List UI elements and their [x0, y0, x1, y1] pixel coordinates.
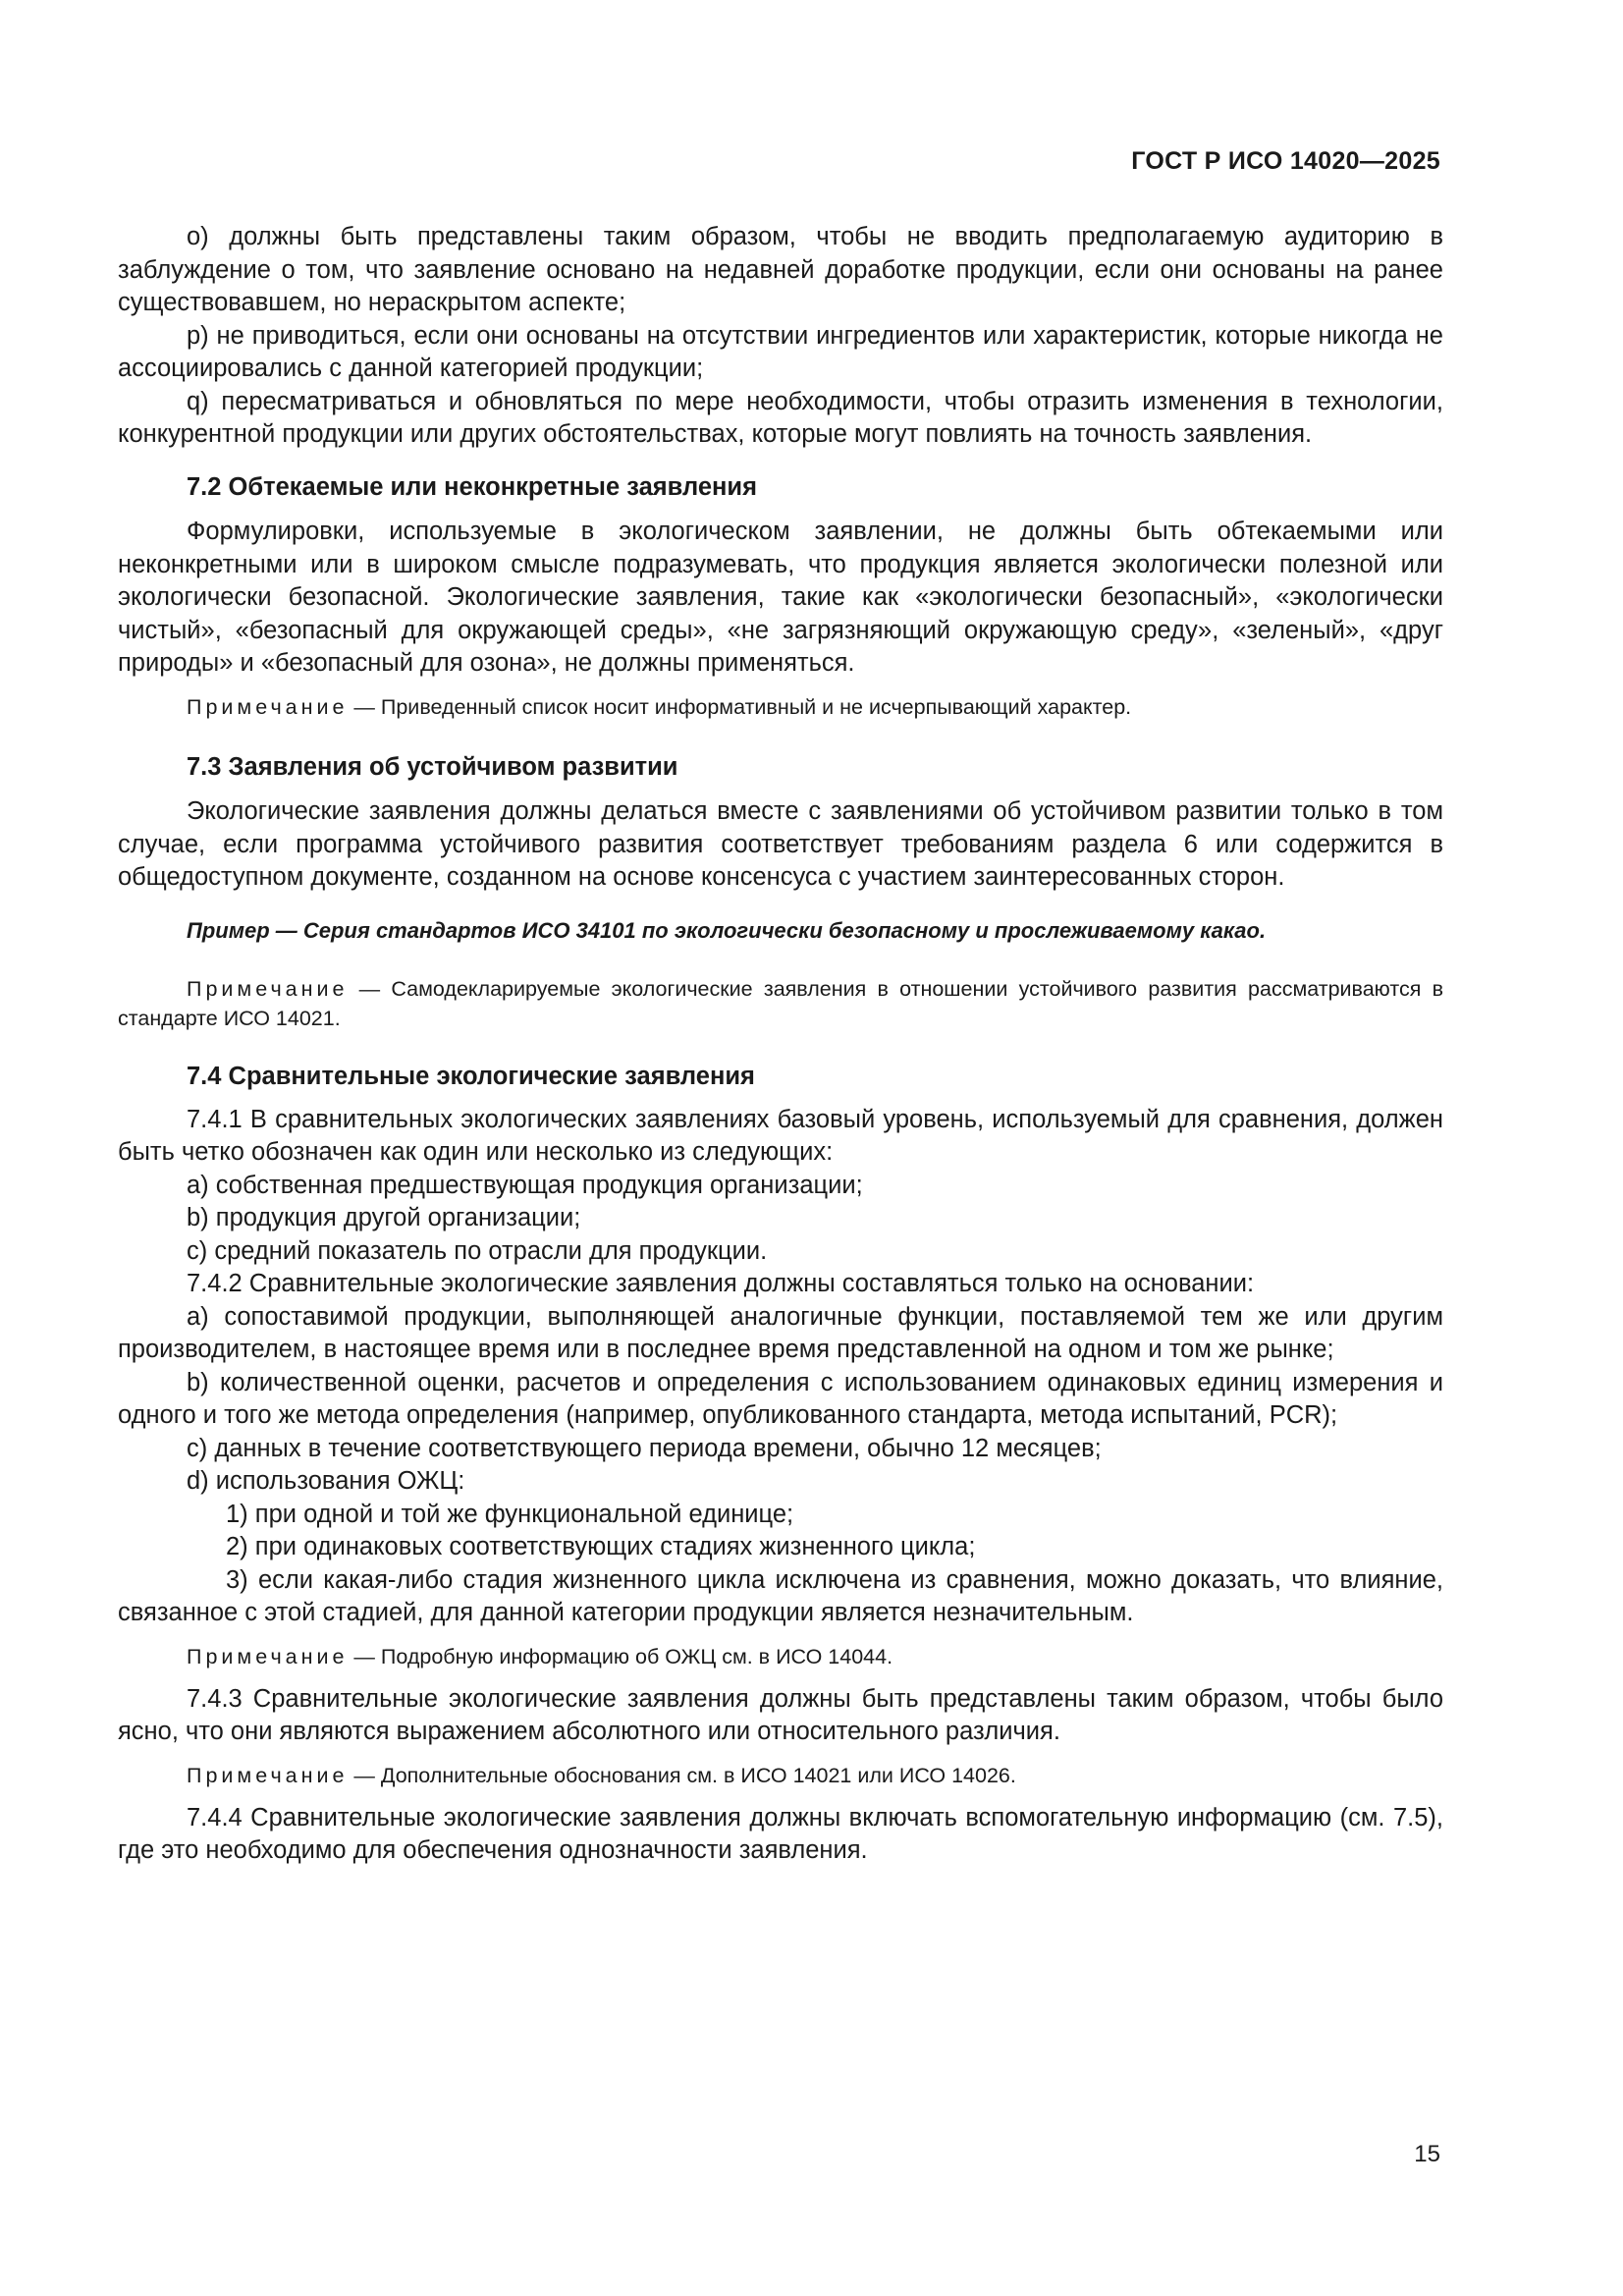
note-text: — Подробную информацию об ОЖЦ см. в ИСО 14044.: [348, 1644, 893, 1668]
document-header: ГОСТ Р ИСО 14020—2025: [1131, 147, 1440, 175]
section-heading-7-3: 7.3 Заявления об устойчивом развитии: [187, 752, 678, 781]
list-item: b) количественной оценки, расчетов и определения с использованием одинаковых единиц измерения и одного и того же метода определения (например, опубликованного стандарта, метода испытаний, PCR);: [118, 1368, 1443, 1429]
list-item: d) использования ОЖЦ:: [187, 1467, 465, 1495]
paragraph: 7.4.4 Сравнительные экологические заявления должны включать вспомогательную информацию (см. 7.5), где это необходимо для обеспечения однозначности заявления.: [118, 1803, 1443, 1864]
list-item: c) средний показатель по отрасли для продукции.: [187, 1236, 768, 1265]
note: [118, 1761, 1443, 1790]
note-label: Примечание: [187, 1763, 349, 1787]
list-item: a) собственная предшествующая продукция организации;: [187, 1171, 863, 1199]
note: [118, 974, 1443, 1033]
example: Пример — Серия стандартов ИСО 34101 по экологически безопасному и прослеживаемому какао.: [187, 917, 1267, 943]
note-text: — Приведенный список носит информативный и не исчерпывающий характер.: [348, 694, 1132, 719]
section-heading-7-2: 7.2 Обтекаемые или неконкретные заявления: [187, 472, 757, 501]
page-number: 15: [1414, 2141, 1440, 2167]
page-content: [118, 221, 1443, 1868]
note-label: Примечание: [187, 1644, 349, 1668]
sub-list-item: 1) при одной и той же функциональной единице;: [226, 1500, 794, 1528]
note: [118, 1642, 1443, 1671]
paragraph: 7.4.1 В сравнительных экологических заявлениях базовый уровень, используемый для сравнения, должен быть четко обозначен как один или несколько из следующих:: [118, 1105, 1443, 1166]
list-item: p) не приводиться, если они основаны на отсутствии ингредиентов или характеристик, которые никогда не ассоциировались с данной категорией продукции;: [118, 321, 1443, 382]
list-item: b) продукция другой организации;: [187, 1204, 581, 1231]
note-text: — Дополнительные обоснования см. в ИСО 14021 или ИСО 14026.: [348, 1763, 1016, 1787]
note-label: Примечание: [187, 694, 349, 719]
paragraph: 7.4.3 Сравнительные экологические заявления должны быть представлены таким образом, чтобы было ясно, что они являются выражением абсолютного или относительного различия.: [118, 1684, 1443, 1745]
note-text: — Самодекларируемые экологические заявления в отношении устойчивого развития рассматриваются в стандарте ИСО 14021.: [118, 977, 1443, 1030]
paragraph: 7.4.2 Сравнительные экологические заявления должны составляться только на основании:: [187, 1270, 1255, 1297]
list-item: c) данных в течение соответствующего периода времени, обычно 12 месяцев;: [187, 1434, 1102, 1462]
paragraph: Формулировки, используемые в экологическом заявлении, не должны быть обтекаемыми или неконкретными или в широком смысле подразумевать, что продукция является экологически полезной или экологически безопасной. Экологические заявления, такие как «экологически безопасный», «экологически чистый», «безопасный для окружающей среды», «не загрязняющий окружающую среду», «зеленый», «друг природы» и «безопасный для озона», не должны применяться.: [118, 518, 1443, 677]
sub-list-item: 3) если какая-либо стадия жизненного цикла исключена из сравнения, можно доказать, что влияние, связанное с этой стадией, для данной категории продукции является незначительным.: [118, 1565, 1443, 1626]
paragraph: Экологические заявления должны делаться вместе с заявлениями об устойчивом развитии только в том случае, если программа устойчивого развития соответствует требованиям раздела 6 или содержится в общедоступном документе, созданном на основе консенсуса с участием заинтересованных сторон.: [118, 797, 1443, 891]
note-label: Примечание: [187, 977, 349, 1001]
sub-list-item: 2) при одинаковых соответствующих стадиях жизненного цикла;: [226, 1533, 976, 1560]
section-heading-7-4: 7.4 Сравнительные экологические заявления: [187, 1063, 755, 1090]
note: [118, 692, 1443, 722]
list-item: q) пересматриваться и обновляться по мере необходимости, чтобы отразить изменения в технологии, конкурентной продукции или других обстоятельствах, которые могут повлиять на точность заявления.: [118, 387, 1443, 448]
list-item: a) сопоставимой продукции, выполняющей аналогичные функции, поставляемой тем же или другим производителем, в настоящее время или в последнее время представленной на одном и том же рынке;: [118, 1302, 1443, 1363]
list-item: o) должны быть представлены таким образом, чтобы не вводить предполагаемую аудиторию в заблуждение о том, что заявление основано на недавней доработке продукции, если они основаны на ранее существовавшем, но нераскрытом аспекте;: [118, 223, 1443, 316]
